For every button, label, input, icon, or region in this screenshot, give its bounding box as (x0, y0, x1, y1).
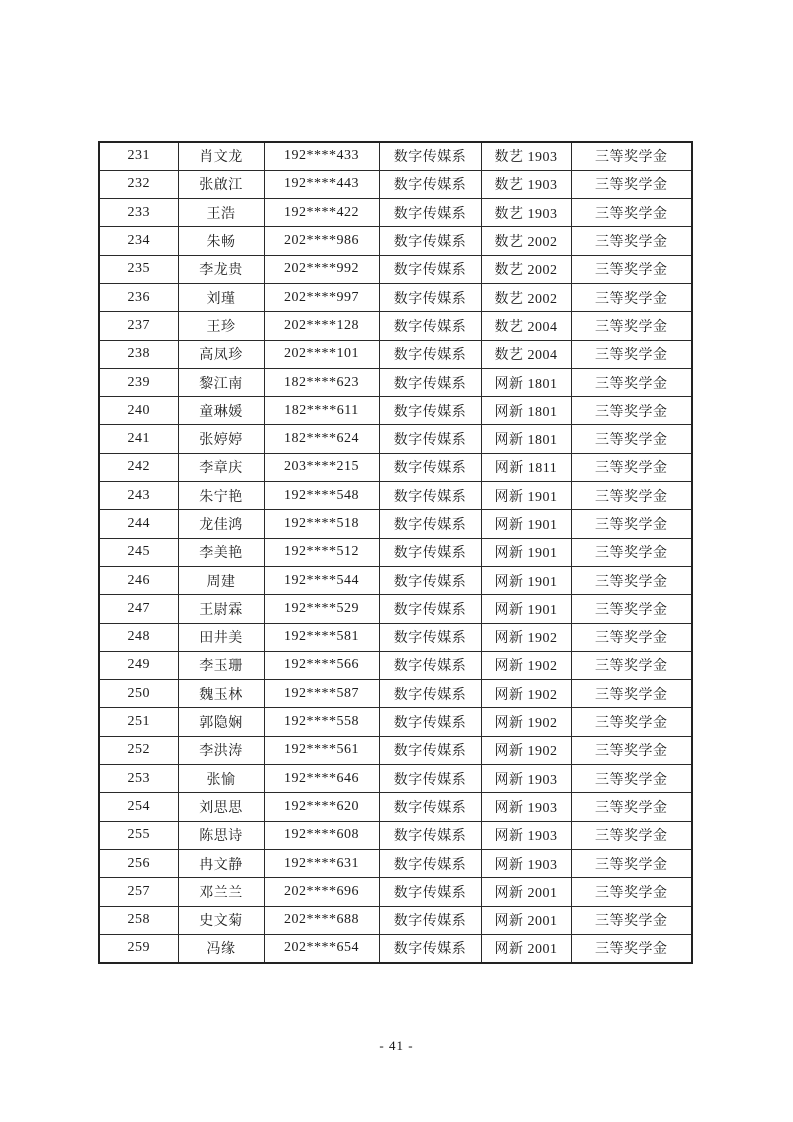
cell-award: 三等奖学金 (571, 934, 692, 962)
cell-name: 郭隐娴 (178, 708, 264, 736)
cell-no: 239 (99, 368, 178, 396)
cell-class: 网新 1901 (481, 566, 571, 594)
cell-name: 黎江南 (178, 368, 264, 396)
cell-award: 三等奖学金 (571, 199, 692, 227)
cell-name: 童琳媛 (178, 397, 264, 425)
cell-class: 数艺 1903 (481, 170, 571, 198)
cell-award: 三等奖学金 (571, 821, 692, 849)
cell-student-id: 202****654 (264, 934, 379, 962)
cell-no: 231 (99, 142, 178, 170)
cell-name: 李美艳 (178, 538, 264, 566)
cell-no: 257 (99, 878, 178, 906)
cell-award: 三等奖学金 (571, 595, 692, 623)
cell-class: 网新 1903 (481, 765, 571, 793)
cell-no: 247 (99, 595, 178, 623)
cell-class: 数艺 2002 (481, 227, 571, 255)
cell-department: 数字传媒系 (379, 680, 481, 708)
cell-department: 数字传媒系 (379, 425, 481, 453)
cell-class: 网新 1902 (481, 736, 571, 764)
cell-award: 三等奖学金 (571, 397, 692, 425)
cell-department: 数字传媒系 (379, 340, 481, 368)
cell-no: 241 (99, 425, 178, 453)
cell-student-id: 202****128 (264, 312, 379, 340)
cell-student-id: 192****518 (264, 510, 379, 538)
cell-no: 249 (99, 651, 178, 679)
cell-student-id: 192****561 (264, 736, 379, 764)
cell-no: 254 (99, 793, 178, 821)
table-row (99, 906, 692, 934)
table-row (99, 651, 692, 679)
cell-department: 数字传媒系 (379, 878, 481, 906)
table-row (99, 283, 692, 311)
cell-award: 三等奖学金 (571, 312, 692, 340)
cell-award: 三等奖学金 (571, 482, 692, 510)
cell-department: 数字传媒系 (379, 453, 481, 481)
cell-name: 王尉霖 (178, 595, 264, 623)
cell-award: 三等奖学金 (571, 340, 692, 368)
table-row (99, 849, 692, 877)
cell-award: 三等奖学金 (571, 170, 692, 198)
cell-department: 数字传媒系 (379, 170, 481, 198)
cell-no: 252 (99, 736, 178, 764)
cell-student-id: 192****544 (264, 566, 379, 594)
cell-class: 网新 2001 (481, 906, 571, 934)
cell-award: 三等奖学金 (571, 736, 692, 764)
cell-name: 李玉珊 (178, 651, 264, 679)
cell-student-id: 182****624 (264, 425, 379, 453)
cell-student-id: 192****512 (264, 538, 379, 566)
cell-name: 陈思诗 (178, 821, 264, 849)
cell-name: 周建 (178, 566, 264, 594)
cell-department: 数字传媒系 (379, 482, 481, 510)
cell-name: 张婷婷 (178, 425, 264, 453)
cell-department: 数字传媒系 (379, 651, 481, 679)
cell-department: 数字传媒系 (379, 736, 481, 764)
cell-name: 冯缘 (178, 934, 264, 962)
cell-class: 数艺 2004 (481, 312, 571, 340)
cell-department: 数字传媒系 (379, 283, 481, 311)
cell-no: 238 (99, 340, 178, 368)
cell-student-id: 192****581 (264, 623, 379, 651)
table-row (99, 368, 692, 396)
table-row (99, 538, 692, 566)
cell-no: 234 (99, 227, 178, 255)
cell-student-id: 192****631 (264, 849, 379, 877)
cell-no: 240 (99, 397, 178, 425)
cell-no: 248 (99, 623, 178, 651)
cell-department: 数字传媒系 (379, 566, 481, 594)
cell-no: 255 (99, 821, 178, 849)
cell-department: 数字传媒系 (379, 906, 481, 934)
cell-award: 三等奖学金 (571, 765, 692, 793)
cell-department: 数字传媒系 (379, 595, 481, 623)
cell-class: 网新 1901 (481, 538, 571, 566)
cell-department: 数字传媒系 (379, 227, 481, 255)
cell-name: 王浩 (178, 199, 264, 227)
cell-award: 三等奖学金 (571, 453, 692, 481)
cell-class: 网新 1902 (481, 708, 571, 736)
cell-no: 237 (99, 312, 178, 340)
cell-class: 数艺 2002 (481, 255, 571, 283)
cell-no: 242 (99, 453, 178, 481)
cell-class: 数艺 2002 (481, 283, 571, 311)
table-row (99, 397, 692, 425)
cell-student-id: 202****696 (264, 878, 379, 906)
cell-student-id: 192****433 (264, 142, 379, 170)
cell-department: 数字传媒系 (379, 142, 481, 170)
cell-class: 网新 1902 (481, 623, 571, 651)
cell-no: 251 (99, 708, 178, 736)
cell-student-id: 192****529 (264, 595, 379, 623)
cell-department: 数字传媒系 (379, 255, 481, 283)
cell-student-id: 202****997 (264, 283, 379, 311)
cell-name: 田井美 (178, 623, 264, 651)
cell-student-id: 192****646 (264, 765, 379, 793)
cell-class: 网新 2001 (481, 878, 571, 906)
cell-student-id: 192****548 (264, 482, 379, 510)
cell-department: 数字传媒系 (379, 538, 481, 566)
cell-student-id: 192****443 (264, 170, 379, 198)
cell-name: 肖文龙 (178, 142, 264, 170)
cell-department: 数字传媒系 (379, 821, 481, 849)
cell-name: 史文菊 (178, 906, 264, 934)
cell-no: 232 (99, 170, 178, 198)
cell-no: 250 (99, 680, 178, 708)
cell-name: 魏玉林 (178, 680, 264, 708)
table-row (99, 793, 692, 821)
cell-department: 数字传媒系 (379, 623, 481, 651)
cell-department: 数字传媒系 (379, 312, 481, 340)
table-row (99, 142, 692, 170)
cell-class: 数艺 1903 (481, 199, 571, 227)
cell-student-id: 192****422 (264, 199, 379, 227)
cell-no: 256 (99, 849, 178, 877)
table-row (99, 623, 692, 651)
cell-no: 259 (99, 934, 178, 962)
cell-department: 数字传媒系 (379, 510, 481, 538)
cell-name: 朱宁艳 (178, 482, 264, 510)
cell-award: 三等奖学金 (571, 368, 692, 396)
table-row (99, 736, 692, 764)
cell-student-id: 192****587 (264, 680, 379, 708)
cell-award: 三等奖学金 (571, 623, 692, 651)
cell-name: 刘瑾 (178, 283, 264, 311)
cell-class: 网新 1801 (481, 425, 571, 453)
cell-class: 网新 1903 (481, 793, 571, 821)
cell-class: 网新 1801 (481, 397, 571, 425)
cell-department: 数字传媒系 (379, 397, 481, 425)
table-row (99, 595, 692, 623)
cell-class: 网新 1902 (481, 680, 571, 708)
cell-name: 李龙贵 (178, 255, 264, 283)
cell-no: 245 (99, 538, 178, 566)
table-row (99, 227, 692, 255)
cell-student-id: 202****101 (264, 340, 379, 368)
cell-class: 网新 1902 (481, 651, 571, 679)
cell-department: 数字传媒系 (379, 793, 481, 821)
cell-class: 网新 2001 (481, 934, 571, 962)
page-number: - 41 - (379, 1038, 414, 1053)
cell-no: 258 (99, 906, 178, 934)
table-row (99, 680, 692, 708)
cell-award: 三等奖学金 (571, 793, 692, 821)
table-row (99, 708, 692, 736)
cell-name: 李章庆 (178, 453, 264, 481)
table-row (99, 482, 692, 510)
cell-award: 三等奖学金 (571, 566, 692, 594)
table-row (99, 199, 692, 227)
cell-class: 网新 1903 (481, 849, 571, 877)
cell-name: 王珍 (178, 312, 264, 340)
cell-department: 数字传媒系 (379, 849, 481, 877)
cell-name: 李洪涛 (178, 736, 264, 764)
cell-no: 243 (99, 482, 178, 510)
cell-no: 235 (99, 255, 178, 283)
cell-student-id: 182****611 (264, 397, 379, 425)
cell-name: 龙佳鸿 (178, 510, 264, 538)
table-row (99, 878, 692, 906)
table-body (99, 142, 692, 963)
cell-department: 数字传媒系 (379, 765, 481, 793)
cell-award: 三等奖学金 (571, 425, 692, 453)
cell-award: 三等奖学金 (571, 708, 692, 736)
table-row (99, 566, 692, 594)
cell-name: 刘思思 (178, 793, 264, 821)
cell-no: 233 (99, 199, 178, 227)
cell-name: 冉文静 (178, 849, 264, 877)
cell-name: 高凤珍 (178, 340, 264, 368)
table-row (99, 934, 692, 962)
cell-department: 数字传媒系 (379, 368, 481, 396)
cell-no: 236 (99, 283, 178, 311)
cell-award: 三等奖学金 (571, 651, 692, 679)
table-row (99, 255, 692, 283)
cell-no: 253 (99, 765, 178, 793)
cell-class: 网新 1903 (481, 821, 571, 849)
cell-student-id: 192****566 (264, 651, 379, 679)
cell-award: 三等奖学金 (571, 878, 692, 906)
cell-student-id: 203****215 (264, 453, 379, 481)
cell-award: 三等奖学金 (571, 255, 692, 283)
cell-name: 张愉 (178, 765, 264, 793)
cell-award: 三等奖学金 (571, 906, 692, 934)
cell-award: 三等奖学金 (571, 283, 692, 311)
cell-class: 数艺 1903 (481, 142, 571, 170)
cell-student-id: 192****620 (264, 793, 379, 821)
table-row (99, 765, 692, 793)
cell-no: 246 (99, 566, 178, 594)
cell-name: 张啟江 (178, 170, 264, 198)
cell-class: 网新 1901 (481, 482, 571, 510)
cell-award: 三等奖学金 (571, 227, 692, 255)
cell-award: 三等奖学金 (571, 510, 692, 538)
cell-class: 网新 1901 (481, 595, 571, 623)
cell-award: 三等奖学金 (571, 142, 692, 170)
scholarship-table (98, 141, 693, 964)
cell-student-id: 202****688 (264, 906, 379, 934)
cell-department: 数字传媒系 (379, 199, 481, 227)
table-row (99, 425, 692, 453)
cell-department: 数字传媒系 (379, 934, 481, 962)
cell-student-id: 192****558 (264, 708, 379, 736)
cell-student-id: 182****623 (264, 368, 379, 396)
cell-class: 数艺 2004 (481, 340, 571, 368)
table-row (99, 510, 692, 538)
table-row (99, 170, 692, 198)
cell-class: 网新 1801 (481, 368, 571, 396)
table-row (99, 340, 692, 368)
cell-award: 三等奖学金 (571, 538, 692, 566)
cell-student-id: 192****608 (264, 821, 379, 849)
cell-award: 三等奖学金 (571, 849, 692, 877)
table-row (99, 821, 692, 849)
table-row (99, 312, 692, 340)
cell-class: 网新 1901 (481, 510, 571, 538)
cell-award: 三等奖学金 (571, 680, 692, 708)
cell-name: 邓兰兰 (178, 878, 264, 906)
cell-student-id: 202****992 (264, 255, 379, 283)
cell-student-id: 202****986 (264, 227, 379, 255)
cell-name: 朱畅 (178, 227, 264, 255)
cell-department: 数字传媒系 (379, 708, 481, 736)
cell-no: 244 (99, 510, 178, 538)
table-row (99, 453, 692, 481)
cell-class: 网新 1811 (481, 453, 571, 481)
